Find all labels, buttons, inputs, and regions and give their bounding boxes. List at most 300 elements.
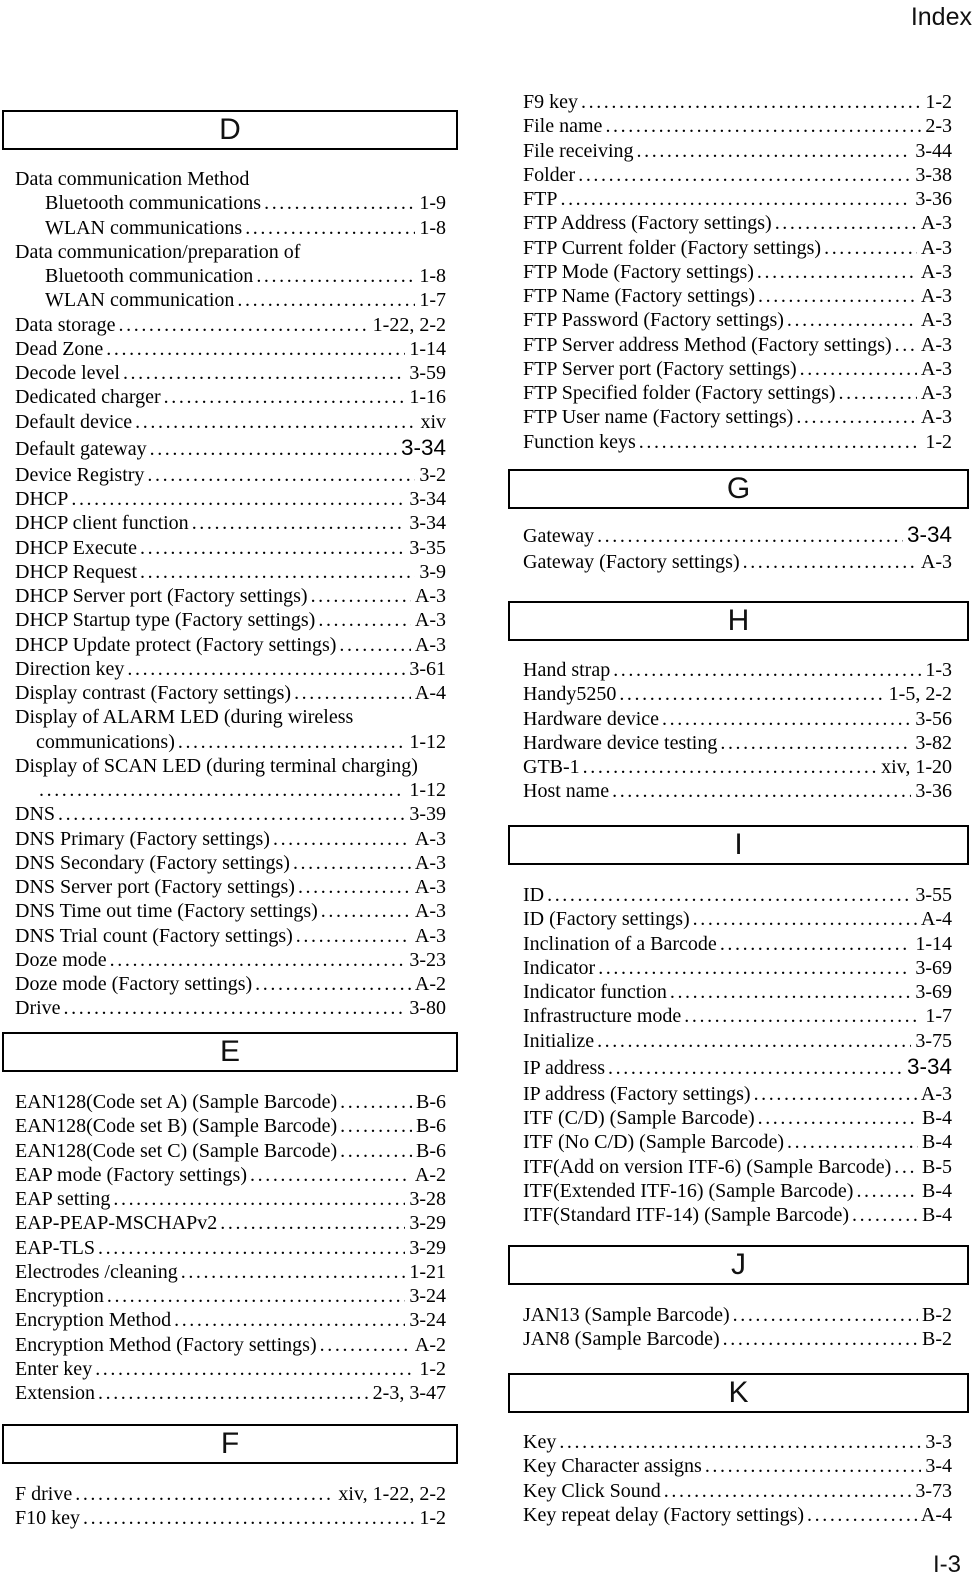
dot-leader — [757, 260, 917, 284]
index-entry-label: FTP Current folder (Factory settings) — [523, 236, 822, 259]
section-e-entries — [15, 1090, 446, 1405]
index-entry-label: DHCP client function — [15, 512, 189, 535]
index-entry-label: ITF(Extended ITF-16) (Sample Barcode) — [523, 1179, 854, 1202]
index-entry-page: A-3 — [414, 633, 446, 656]
index-entry — [15, 264, 446, 288]
dot-leader — [123, 361, 405, 385]
left-column — [2, 0, 458, 1579]
section-header-e: E — [2, 1032, 458, 1072]
dot-leader — [693, 907, 917, 931]
dot-leader — [605, 114, 921, 138]
index-entry-label: FTP Name (Factory settings) — [523, 285, 756, 307]
index-entry — [15, 1333, 446, 1357]
section-i-entries — [523, 883, 952, 1227]
index-entry-label: DHCP Update protect (Factory settings) — [15, 633, 337, 656]
dot-leader — [255, 972, 411, 996]
index-entry-page: 3-59 — [409, 362, 446, 384]
index-entry — [523, 1106, 952, 1130]
section-header-i: I — [508, 825, 969, 865]
index-entry — [523, 163, 952, 187]
index-entry-page: B-2 — [922, 1328, 952, 1351]
index-entry-page: 3-35 — [409, 536, 446, 559]
index-entry-label: GTB-1 — [523, 756, 580, 778]
index-entry-label: Electrodes /cleaning — [15, 1260, 178, 1283]
index-entry — [15, 1381, 446, 1405]
index-entry — [15, 288, 446, 312]
index-entry-label: Encryption Method (Factory settings) — [15, 1333, 317, 1356]
dot-leader — [670, 980, 911, 1004]
index-entry — [523, 980, 952, 1004]
dot-leader — [58, 802, 405, 826]
index-entry-page: 3-28 — [409, 1188, 446, 1210]
index-entry — [523, 731, 952, 755]
index-entry — [15, 1482, 446, 1506]
dot-leader — [256, 264, 415, 288]
index-entry-label: Doze mode — [15, 948, 107, 971]
index-entry-page: 1-14 — [915, 932, 952, 955]
dot-leader — [578, 163, 911, 187]
dot-leader — [895, 333, 917, 357]
index-entry-label: Device Registry — [15, 463, 145, 486]
index-entry-page: 1-2 — [419, 1507, 446, 1530]
index-entry — [15, 361, 446, 385]
index-entry-label: WLAN communication — [45, 289, 235, 312]
dot-leader — [856, 1179, 918, 1203]
index-entry-label: Bluetooth communications — [45, 192, 262, 215]
index-entry — [523, 333, 952, 357]
index-entry-label: File receiving — [523, 139, 634, 162]
index-entry-page: B-6 — [416, 1091, 446, 1113]
dot-leader — [787, 1130, 918, 1154]
index-entry-label: Bluetooth communication — [45, 265, 254, 287]
index-entry — [15, 778, 446, 802]
dot-leader — [684, 1004, 921, 1028]
dot-leader — [107, 1284, 405, 1308]
dot-leader — [639, 430, 922, 454]
index-entry-page: A-3 — [414, 585, 446, 607]
index-entry-page: 3-34 — [906, 1053, 952, 1079]
index-entry-page: 3-29 — [409, 1236, 446, 1259]
dot-leader — [220, 1211, 405, 1235]
index-entry — [15, 827, 446, 851]
index-entry-page: B-4 — [922, 1107, 952, 1129]
index-entry-label: Hand strap — [523, 659, 611, 681]
index-entry-label: Encryption Method — [15, 1309, 172, 1332]
index-entry-page: 3-24 — [409, 1285, 446, 1307]
index-entry-page: A-3 — [414, 924, 446, 947]
section-h-entries — [523, 658, 952, 804]
index-entry — [523, 1082, 952, 1106]
index-entry-page: 1-21 — [409, 1260, 446, 1283]
index-entry-label: Handy5250 — [523, 683, 617, 706]
index-entry — [523, 883, 952, 907]
dot-leader — [98, 1236, 405, 1260]
index-entry-label: Display of SCAN LED (during terminal charging) — [15, 754, 418, 777]
dot-leader — [743, 550, 917, 574]
index-entry-page: 3-36 — [915, 188, 952, 210]
index-entry-page: 3-80 — [409, 997, 446, 1020]
dot-leader — [340, 1139, 412, 1163]
index-entry-page: 3-24 — [409, 1309, 446, 1332]
index-entry — [523, 755, 952, 779]
index-entry-label: Key Character assigns — [523, 1455, 702, 1478]
index-entry — [15, 337, 446, 361]
dot-leader — [294, 681, 411, 705]
dot-leader — [787, 308, 917, 332]
index-entry-label: EAN128(Code set B) (Sample Barcode) — [15, 1115, 338, 1138]
dot-leader — [296, 924, 411, 948]
index-entry-page: B-6 — [416, 1139, 446, 1162]
page-number: I-3 — [932, 1551, 961, 1578]
index-entry-label: ITF(Add on version ITF-6) (Sample Barcode) — [523, 1155, 892, 1178]
index-entry — [15, 1236, 446, 1260]
index-entry-label: Folder — [523, 163, 576, 186]
index-entry — [15, 1211, 446, 1235]
index-entry — [523, 521, 952, 550]
index-entry-label: F drive — [15, 1483, 73, 1505]
dot-leader — [71, 487, 405, 511]
index-entry-page: A-2 — [414, 1333, 446, 1356]
index-entry-page: 1-16 — [409, 386, 446, 409]
dot-leader — [192, 511, 406, 535]
dot-leader — [619, 682, 884, 706]
index-entry — [15, 167, 446, 191]
index-entry-page: A-4 — [920, 908, 952, 931]
index-entry — [15, 972, 446, 996]
index-entry-label: EAN128(Code set A) (Sample Barcode) — [15, 1091, 338, 1113]
index-entry — [523, 236, 952, 260]
index-entry — [15, 560, 446, 584]
dot-leader — [164, 385, 406, 409]
dot-leader — [110, 948, 406, 972]
dot-leader — [174, 1308, 405, 1332]
index-entry-label: DHCP Startup type (Factory settings) — [15, 609, 316, 632]
index-entry — [523, 260, 952, 284]
dot-leader — [894, 1155, 918, 1179]
index-entry — [523, 1454, 952, 1478]
index-entry — [523, 550, 952, 574]
index-entry — [15, 1090, 446, 1114]
index-entry-label: Data communication/preparation of — [15, 240, 301, 263]
index-entry-label: Hardware device — [523, 707, 660, 730]
index-entry-label: FTP Mode (Factory settings) — [523, 260, 754, 283]
index-entry — [523, 114, 952, 138]
index-entry — [523, 211, 952, 235]
dot-leader — [75, 1482, 334, 1506]
index-entry-page: A-3 — [920, 406, 952, 429]
page-title: Index — [910, 3, 972, 31]
index-entry-label: FTP Address (Factory settings) — [523, 212, 772, 235]
index-entry — [15, 633, 446, 657]
dot-leader — [758, 1106, 918, 1130]
dot-leader — [664, 1479, 912, 1503]
index-entry-page: A-3 — [414, 876, 446, 898]
index-entry-page: 1-7 — [925, 1005, 952, 1028]
index-entry-label: Data communication Method — [15, 168, 250, 190]
index-entry-label: ID — [523, 884, 545, 906]
index-entry-label: DNS Secondary (Factory settings) — [15, 851, 290, 874]
index-entry-label: FTP Password (Factory settings) — [523, 309, 784, 332]
dot-leader — [293, 851, 411, 875]
dot-leader — [273, 827, 411, 851]
index-entry — [15, 1308, 446, 1332]
index-entry-page: 1-9 — [419, 192, 446, 215]
index-entry — [523, 779, 952, 803]
index-entry-page: 3-34 — [400, 434, 446, 460]
index-entry — [523, 956, 952, 980]
dot-leader — [608, 1054, 903, 1082]
index-entry-page: A-3 — [920, 551, 952, 573]
index-entry-label: Key Click Sound — [523, 1479, 661, 1502]
index-entry — [523, 1203, 952, 1227]
dot-leader — [754, 1082, 917, 1106]
index-entry-page: 1-2 — [925, 91, 952, 113]
dot-leader — [320, 1333, 411, 1357]
index-entry — [15, 948, 446, 972]
index-entry — [15, 996, 446, 1020]
index-entry-label: Function keys — [523, 430, 636, 453]
index-entry-page: A-3 — [414, 609, 446, 632]
index-entry-page: A-3 — [920, 309, 952, 332]
dot-leader — [581, 90, 921, 114]
index-entry-page: 1-12 — [409, 730, 446, 753]
dot-leader — [597, 1029, 911, 1053]
index-entry-label: FTP Server address Method (Factory settings) — [523, 333, 892, 356]
dot-leader — [98, 1381, 369, 1405]
index-entry-page: 1-5, 2-2 — [888, 683, 952, 706]
index-entry — [15, 924, 446, 948]
index-entry-page: A-3 — [414, 827, 446, 850]
index-entry-label: ITF(Standard ITF-14) (Sample Barcode) — [523, 1204, 850, 1226]
index-entry-label: JAN8 (Sample Barcode) — [523, 1328, 720, 1351]
dot-leader — [796, 405, 917, 429]
index-entry — [523, 1130, 952, 1154]
index-entry-label: F10 key — [15, 1507, 80, 1530]
section-header-d: D — [2, 110, 458, 150]
index-entry — [523, 932, 952, 956]
index-entry-page: 3-82 — [915, 731, 952, 754]
section-header-g: G — [508, 469, 969, 509]
index-entry-page: 1-8 — [419, 216, 446, 239]
dot-leader — [613, 658, 921, 682]
index-entry-page: A-3 — [920, 285, 952, 307]
index-entry-page: xiv, 1-22, 2-2 — [338, 1483, 446, 1505]
section-header-f: F — [2, 1424, 458, 1464]
index-entry-page: 3-2 — [419, 463, 446, 486]
index-entry — [523, 1430, 952, 1454]
dot-leader — [775, 211, 917, 235]
index-entry — [15, 1163, 446, 1187]
dot-leader — [339, 633, 410, 657]
index-entry-label: DNS Trial count (Factory settings) — [15, 924, 293, 947]
index-entry-label: FTP User name (Factory settings) — [523, 406, 794, 429]
dot-leader — [181, 1260, 406, 1284]
index-entry-page: 1-3 — [925, 659, 952, 681]
section-f-continued-entries — [523, 90, 952, 454]
index-entry — [15, 1506, 446, 1530]
index-entry-label: Extension — [15, 1382, 95, 1404]
index-entry-page: 3-4 — [925, 1455, 952, 1478]
index-entry-label: Display contrast (Factory settings) — [15, 682, 292, 704]
index-entry-page: 3-55 — [915, 884, 952, 906]
index-entry — [15, 1357, 446, 1381]
index-entry-label: ITF (C/D) (Sample Barcode) — [523, 1107, 755, 1129]
index-entry — [15, 511, 446, 535]
index-entry-page: xiv, 1-20 — [881, 756, 952, 778]
index-entry-label: Infrastructure mode — [523, 1005, 682, 1028]
index-entry-label: Default gateway — [15, 437, 147, 460]
index-entry — [15, 875, 446, 899]
index-entry-label: Dead Zone — [15, 337, 104, 360]
index-entry-label: Doze mode (Factory settings) — [15, 973, 253, 995]
index-entry-page: 3-73 — [915, 1479, 952, 1502]
index-entry — [523, 1029, 952, 1053]
section-header-h: H — [508, 601, 969, 641]
index-entry-page: 3-69 — [915, 981, 952, 1003]
dot-leader — [662, 707, 911, 731]
index-entry-label: Data storage — [15, 313, 116, 336]
dot-leader — [135, 410, 416, 434]
index-entry — [15, 584, 446, 608]
index-entry — [15, 1187, 446, 1211]
index-entry-label: EAP-PEAP-MSCHAPv2 — [15, 1212, 218, 1235]
index-entry-page: B-2 — [922, 1304, 952, 1326]
right-column — [508, 0, 969, 1579]
index-entry — [15, 536, 446, 560]
dot-leader — [150, 435, 397, 463]
index-entry-label: FTP — [523, 188, 558, 210]
index-entry-label: Encryption — [15, 1285, 104, 1307]
index-entry-page: 3-34 — [409, 512, 446, 535]
index-entry — [15, 730, 446, 754]
dot-leader — [852, 1203, 918, 1227]
dot-leader — [637, 139, 912, 163]
index-entry-page: A-3 — [920, 236, 952, 259]
index-entry-page: A-4 — [920, 1503, 952, 1526]
dot-leader — [250, 1163, 411, 1187]
dot-leader — [140, 536, 405, 560]
dot-leader — [95, 1357, 415, 1381]
dot-leader — [547, 883, 911, 907]
section-header-k: K — [508, 1373, 969, 1413]
index-entry-label: DNS Primary (Factory settings) — [15, 827, 270, 850]
dot-leader — [824, 236, 917, 260]
index-entry — [523, 381, 952, 405]
index-entry-page: B-5 — [922, 1155, 952, 1178]
dot-leader — [39, 778, 405, 802]
index-entry — [15, 681, 446, 705]
index-entry — [15, 1139, 446, 1163]
index-entry — [15, 705, 446, 729]
index-entry-label: EAP setting — [15, 1188, 111, 1210]
dot-leader — [340, 1114, 412, 1138]
index-entry — [523, 907, 952, 931]
index-entry-page: 1-14 — [409, 337, 446, 360]
index-entry-label: IP address (Factory settings) — [523, 1082, 751, 1105]
dot-leader — [583, 755, 877, 779]
index-entry-label: Drive — [15, 997, 61, 1020]
index-entry — [15, 1284, 446, 1308]
dot-leader — [119, 313, 369, 337]
index-entry-label: Key repeat delay (Factory settings) — [523, 1503, 805, 1526]
index-entry-label: Initialize — [523, 1029, 595, 1052]
index-entry-page: A-3 — [414, 900, 446, 923]
index-entry-page: 1-2 — [925, 430, 952, 453]
index-entry — [15, 1260, 446, 1284]
index-entry — [523, 1179, 952, 1203]
index-entry-label: communications) — [36, 730, 175, 753]
index-entry — [523, 1503, 952, 1527]
index-entry-page: 3-56 — [915, 707, 952, 730]
index-entry — [15, 240, 446, 264]
dot-leader — [264, 191, 415, 215]
dot-leader — [720, 932, 912, 956]
section-d-entries — [15, 167, 446, 1021]
dot-leader — [807, 1503, 917, 1527]
dot-leader — [127, 657, 405, 681]
index-entry — [15, 216, 446, 240]
index-entry — [15, 191, 446, 215]
index-entry-label: JAN13 (Sample Barcode) — [523, 1304, 730, 1326]
dot-leader — [140, 560, 415, 584]
index-entry-page: A-3 — [920, 260, 952, 283]
dot-leader — [237, 288, 415, 312]
index-entry-label: Enter key — [15, 1357, 93, 1380]
index-entry-page: 3-75 — [915, 1029, 952, 1052]
index-entry — [523, 187, 952, 211]
index-entry-page: 3-23 — [409, 948, 446, 971]
index-entry-page: 1-8 — [419, 265, 446, 287]
index-entry-label: WLAN communications — [45, 216, 243, 239]
index-entry — [15, 410, 446, 434]
dot-leader — [64, 996, 406, 1020]
index-entry-page: B-6 — [416, 1115, 446, 1138]
index-entry — [15, 434, 446, 463]
index-entry-label: EAN128(Code set C) (Sample Barcode) — [15, 1139, 338, 1162]
index-entry — [15, 851, 446, 875]
index-entry-page: 1-22, 2-2 — [372, 313, 446, 336]
index-entry-label: DNS Server port (Factory settings) — [15, 876, 295, 898]
index-entry-page: 3-44 — [915, 139, 952, 162]
dot-leader — [800, 357, 917, 381]
index-entry-label: DHCP Execute — [15, 536, 138, 559]
index-entry — [523, 1155, 952, 1179]
index-entry — [523, 1327, 952, 1351]
dot-leader — [83, 1506, 415, 1530]
index-entry-page: A-3 — [920, 212, 952, 235]
index-entry-page: B-4 — [922, 1179, 952, 1202]
index-entry-page: A-3 — [920, 357, 952, 380]
dot-leader — [106, 337, 405, 361]
index-entry-label: Key — [523, 1431, 557, 1453]
section-header-j: J — [508, 1245, 969, 1285]
index-entry-page: 3-3 — [925, 1431, 952, 1453]
index-entry — [523, 90, 952, 114]
index-entry — [15, 463, 446, 487]
index-entry-label: Display of ALARM LED (during wireless — [15, 706, 354, 729]
index-entry — [523, 1303, 952, 1327]
index-entry-label: Hardware device testing — [523, 731, 718, 754]
dot-leader — [245, 216, 415, 240]
index-entry-page: 3-36 — [915, 780, 952, 803]
index-entry-page: 1-12 — [409, 779, 446, 801]
section-g-entries — [523, 521, 952, 574]
index-entry-page: 1-2 — [419, 1357, 446, 1380]
index-entry-page: 3-34 — [906, 522, 952, 547]
index-entry-page: A-3 — [920, 333, 952, 356]
index-entry-label: DHCP Request — [15, 560, 138, 583]
dot-leader — [318, 608, 411, 632]
